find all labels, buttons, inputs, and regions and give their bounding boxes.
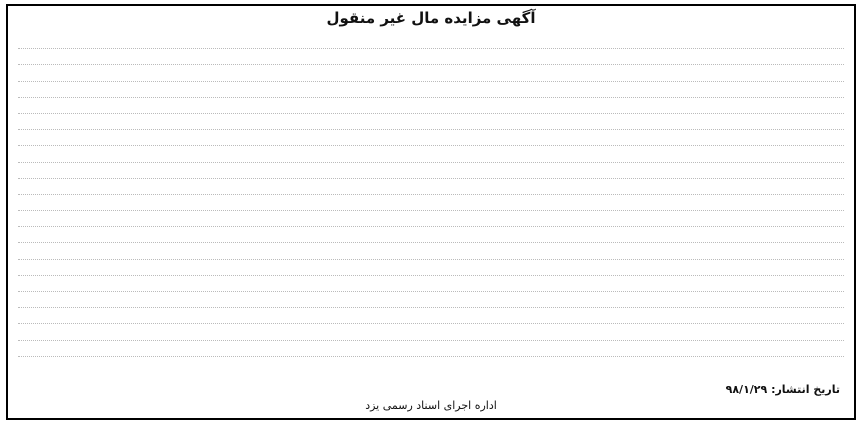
- body-line: [18, 146, 844, 162]
- publish-date: تاریخ انتشار: ۹۸/۱/۲۹: [725, 383, 840, 396]
- body-line: [18, 195, 844, 211]
- body-line: [18, 33, 844, 49]
- body-line: [18, 65, 844, 81]
- body-line: [18, 260, 844, 276]
- body-line: [18, 163, 844, 179]
- body-line: [18, 243, 844, 259]
- body-line: [18, 357, 844, 363]
- body-line: [18, 130, 844, 146]
- body-line: [18, 82, 844, 98]
- body-line: [18, 324, 844, 340]
- notice-title: آگهی مزایده مال غیر منقول: [326, 9, 536, 27]
- body-line: [18, 292, 844, 308]
- body-line: [18, 179, 844, 195]
- body-line: [18, 276, 844, 292]
- auction-notice: [6, 4, 856, 420]
- signature: اداره اجرای اسناد رسمی یزد: [365, 399, 497, 412]
- body-line: [18, 98, 844, 114]
- body-line: [18, 211, 844, 227]
- body-line: [18, 227, 844, 243]
- body-line: [18, 308, 844, 324]
- body-line: [18, 341, 844, 357]
- body-line: [18, 114, 844, 130]
- body-line: [18, 49, 844, 65]
- notice-body: [18, 33, 844, 363]
